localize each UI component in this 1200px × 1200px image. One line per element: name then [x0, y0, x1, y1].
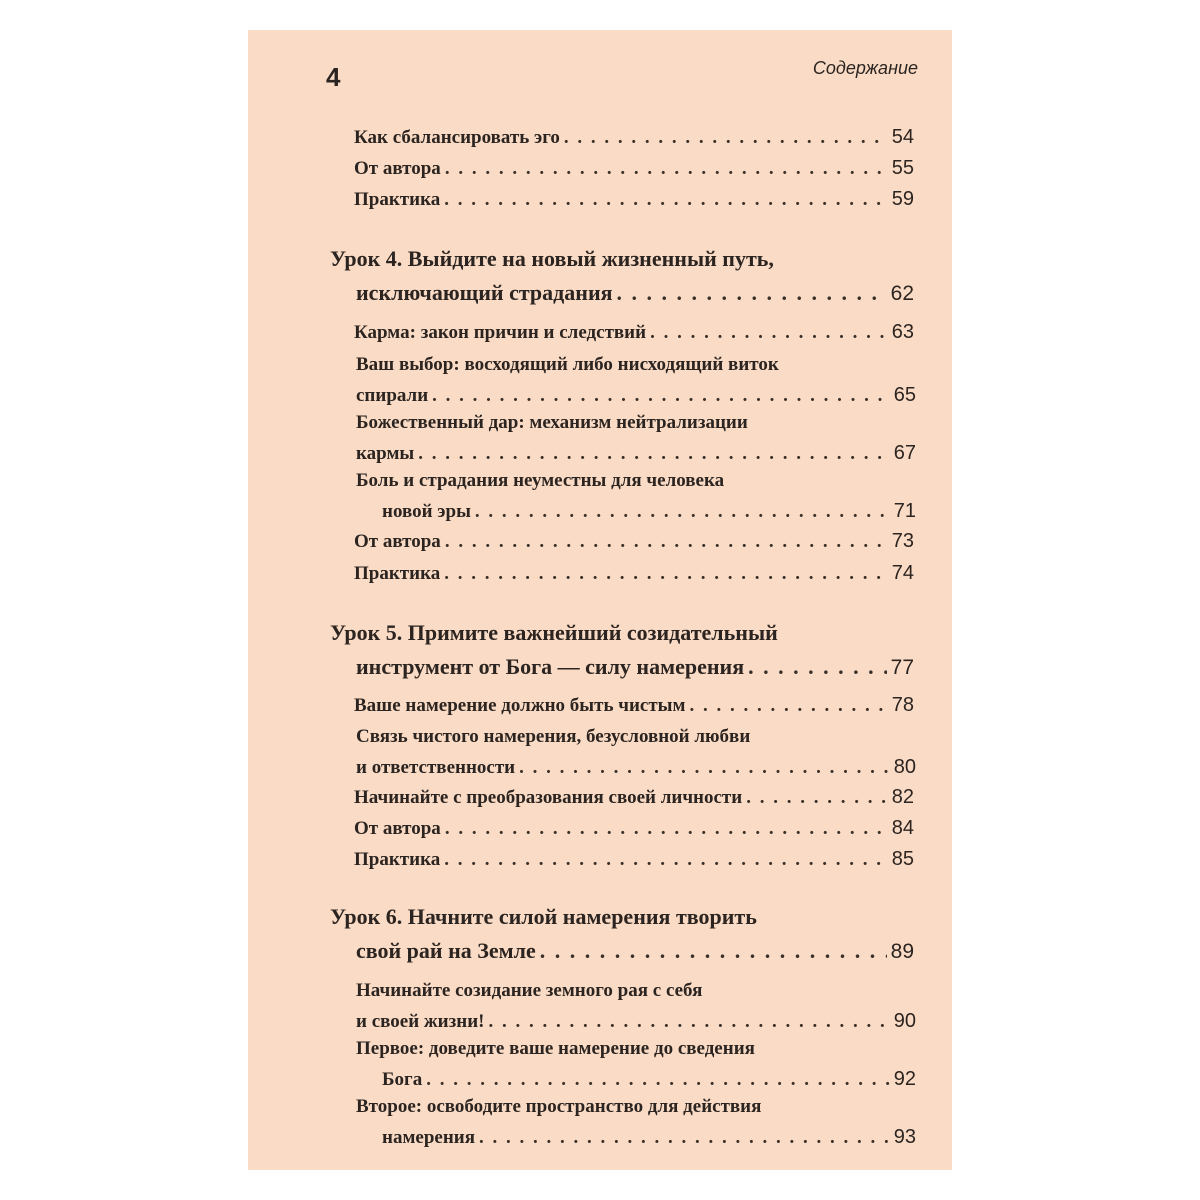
toc-entry-page: 74	[891, 562, 914, 584]
toc-entry	[354, 813, 914, 844]
toc-entry-title: намерения	[382, 1127, 475, 1148]
toc-entry-title: Бога	[382, 1069, 423, 1090]
toc-entry-page: 78	[891, 694, 914, 716]
toc-entry-page: 90	[893, 1010, 916, 1032]
toc-entry	[354, 317, 914, 348]
leader-dots	[488, 1007, 889, 1037]
page-number: 4	[326, 62, 341, 92]
leader-dots	[746, 783, 888, 813]
toc-entry-title: От автора	[354, 531, 441, 552]
toc-entry-title: От автора	[354, 818, 441, 839]
leader-dots	[444, 185, 888, 215]
toc-entry-title: Ваше намерение должно быть чистым	[354, 695, 686, 716]
toc-entry-page: 67	[893, 442, 916, 464]
toc-lesson-title-line: Урок 5. Примите важнейший созидательный	[330, 620, 778, 645]
leader-dots	[445, 527, 888, 557]
leader-dots	[650, 318, 888, 348]
toc-entry-page: 65	[893, 384, 916, 406]
toc-entry-page: 71	[893, 500, 916, 522]
leader-dots	[617, 276, 887, 310]
toc-entry-title: Начинайте с преобразования своей личности	[354, 787, 743, 808]
table-of-contents	[248, 30, 952, 1170]
toc-entry	[356, 350, 916, 411]
toc-entry-page: 73	[891, 530, 914, 552]
toc-lesson-title-line: Урок 6. Начните силой намерения творить	[330, 904, 757, 929]
leader-dots	[540, 934, 887, 968]
book-page	[248, 30, 952, 1170]
leader-dots	[689, 691, 887, 721]
toc-entry-page: 62	[890, 282, 914, 305]
toc-entry-title: новой эры	[382, 501, 471, 522]
toc-entry-title: спирали	[356, 385, 429, 406]
toc-entry-page: 59	[891, 188, 914, 210]
toc-entry-title: Начинайте созидание земного рая с себя	[356, 980, 703, 1001]
toc-entry	[356, 466, 916, 527]
running-head: Содержание	[812, 58, 918, 78]
leader-dots	[444, 559, 888, 589]
toc-entry	[356, 408, 916, 469]
toc-lesson-title-line: исключающий страдания	[356, 280, 613, 305]
leader-dots	[519, 753, 890, 783]
toc-lesson-title-line: инструмент от Бога — силу намерения	[356, 654, 745, 679]
toc-entry-page: 63	[891, 321, 914, 343]
toc-lesson-title-line: свой рай на Земле	[356, 938, 536, 963]
toc-entry-title: Как сбалансировать эго	[354, 127, 560, 148]
toc-entry-title: Практика	[354, 189, 441, 210]
toc-entry-title: Боль и страдания неуместны для человека	[356, 470, 725, 491]
toc-entry	[354, 558, 914, 589]
toc-entry-page: 93	[893, 1126, 916, 1148]
toc-entry-page: 80	[893, 756, 916, 778]
toc-entry-title: и своей жизни!	[356, 1011, 485, 1032]
leader-dots	[479, 1123, 890, 1153]
leader-dots	[432, 381, 890, 411]
leader-dots	[444, 845, 888, 875]
leader-dots	[564, 123, 888, 153]
toc-entry-title: и ответственности	[356, 757, 516, 778]
toc-entry-title: Божественный дар: механизм нейтрализации	[356, 412, 748, 433]
toc-entry-page: 85	[891, 848, 914, 870]
toc-entry	[354, 153, 914, 184]
toc-entry-page: 82	[891, 786, 914, 808]
toc-entry-title: Карма: закон причин и следствий	[354, 322, 647, 343]
leader-dots	[445, 814, 888, 844]
toc-entry-title: кармы	[356, 443, 415, 464]
leader-dots	[475, 497, 890, 527]
toc-entry-page: 84	[891, 817, 914, 839]
toc-lesson	[330, 616, 914, 685]
leader-dots	[426, 1065, 890, 1095]
toc-entry-page: 89	[890, 940, 914, 963]
toc-entry	[354, 526, 914, 557]
toc-entry	[354, 184, 914, 215]
toc-entry-title: Связь чистого намерения, безусловной любви	[356, 726, 751, 747]
toc-entry-title: От автора	[354, 158, 441, 179]
toc-entry-title: Практика	[354, 563, 441, 584]
toc-entry	[354, 122, 914, 153]
toc-entry-page: 55	[891, 157, 914, 179]
toc-lesson	[330, 900, 914, 969]
toc-lesson-title-line: Урок 4. Выйдите на новый жизненный путь,	[330, 246, 774, 271]
toc-entry-title: Первое: доведите ваше намерение до сведения	[356, 1038, 755, 1059]
toc-entry	[354, 782, 914, 813]
toc-entry-page: 77	[890, 656, 914, 679]
toc-entry	[354, 844, 914, 875]
leader-dots	[445, 154, 888, 184]
toc-entry	[354, 690, 914, 721]
toc-entry-page: 54	[891, 126, 914, 148]
toc-entry	[356, 976, 916, 1037]
toc-entry-title: Второе: освободите пространство для действия	[356, 1096, 762, 1117]
toc-entry	[356, 1092, 916, 1153]
toc-entry-page: 92	[893, 1068, 916, 1090]
toc-entry	[356, 722, 916, 783]
toc-entry	[356, 1034, 916, 1095]
toc-entry-title: Ваш выбор: восходящий либо нисходящий виток	[356, 354, 779, 375]
leader-dots	[418, 439, 890, 469]
toc-lesson	[330, 242, 914, 311]
toc-entry-title: Практика	[354, 849, 441, 870]
leader-dots	[748, 650, 887, 684]
